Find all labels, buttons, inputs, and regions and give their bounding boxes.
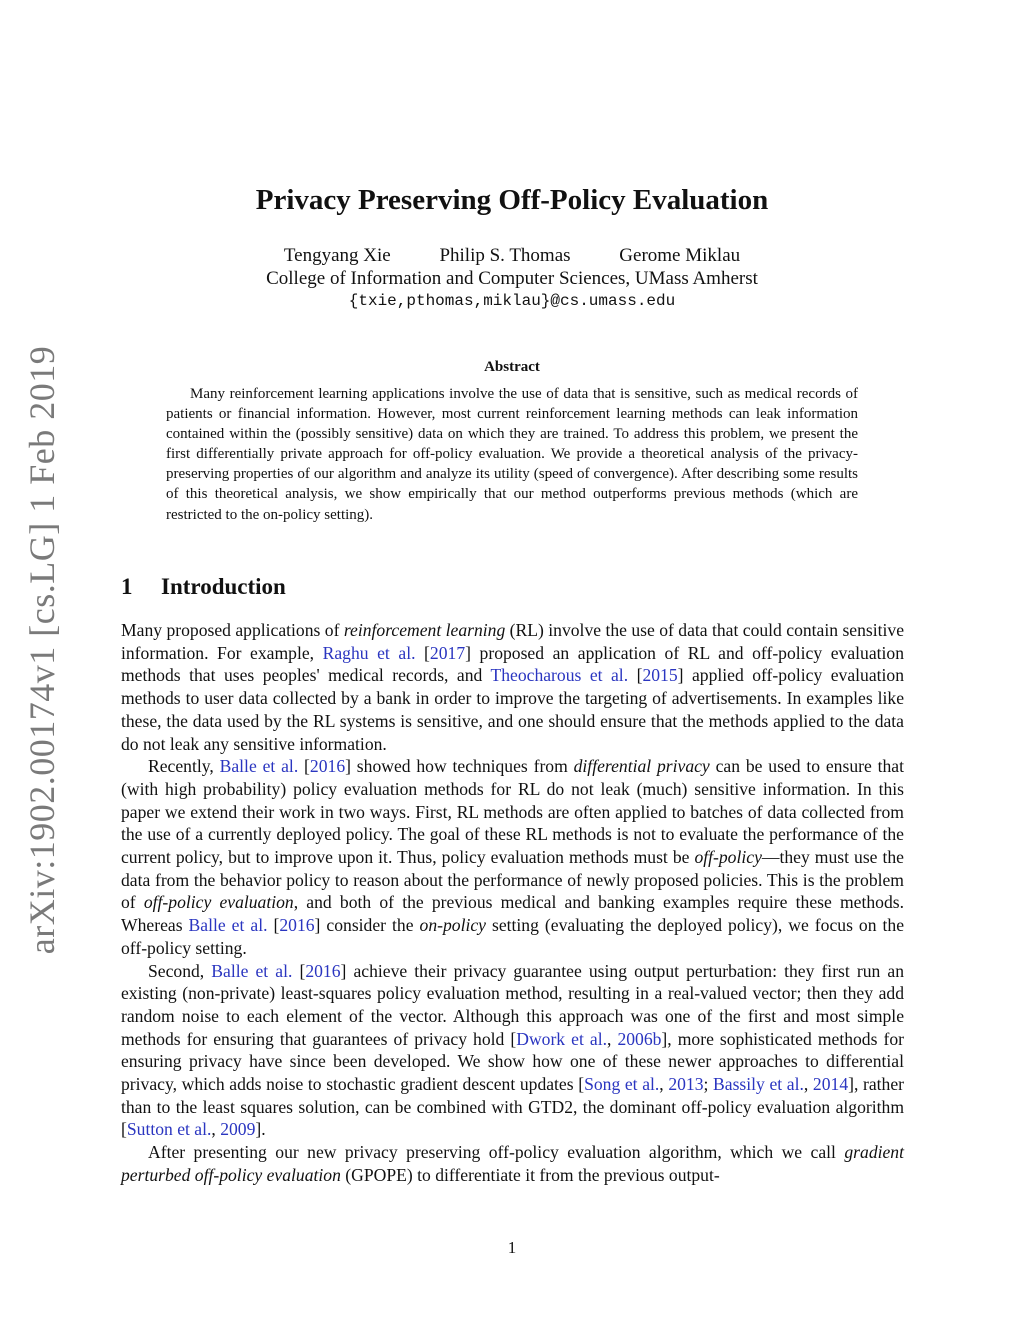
arxiv-id-text: arXiv:1902.00174v1 [cs.LG] 1 Feb 2019 — [22, 345, 63, 955]
emphasis: on-policy — [419, 915, 486, 936]
arxiv-identifier-stamp — [22, 345, 63, 955]
citation-link[interactable]: Balle et al. — [211, 960, 293, 981]
abstract-heading: Abstract — [484, 359, 540, 375]
citation-link[interactable]: Song et al. — [584, 1074, 660, 1095]
citation-link[interactable]: Sutton et al. — [126, 1119, 212, 1140]
citation-year-link[interactable]: 2016 — [279, 915, 315, 936]
paragraph: Second, Balle et al. [2016] achieve their privacy guarantee using output perturbation: they first run an existing (non-private) least-squares policy evaluation method, resulting in a real-valued vector; then they add random noise to each element of the vector. Although this approach was one of the first and most simple methods for ensuring that guarantees of privacy hold [Dwork et al., 2006b], more sophisticated methods for ensuring privacy have since been developed. We show how one of these newer approaches to differential privacy, which adds noise to stochastic gradient descent updates [Song et al., 2013; Bassily et al., 2014], rather than to the least squares solution, can be combined with GTD2, the dominant off-policy evaluation algorithm [Sutton et al., 2009]. — [121, 960, 905, 1140]
citation-year-link[interactable]: 2015 — [642, 665, 678, 686]
paragraph: Recently, Balle et al. [2016] showed how techniques from differential privacy can be used to ensure that (with high probability) policy evaluation methods for RL do not leak (much) sensitive information. In this paper we extend their work in two ways. First, RL methods are often applied to batches of data collected from the use of a currently deployed policy. The goal of these RL methods is not to evaluate the performance of the current policy, but to improve upon it. Thus, policy evaluation methods must be off-policy—they must use the data from the behavior policy to reason about the performance of newly proposed policies. This is the problem of off-policy evaluation, and both of the previous medical and banking examples require these methods. Whereas Balle et al. [2016] consider the on-policy setting (evaluating the deployed policy), we focus on the off-policy setting. — [121, 756, 905, 958]
citation-link[interactable]: Raghu et al. — [322, 642, 416, 663]
author-name: Gerome Miklau — [619, 245, 741, 266]
page-number: 1 — [507, 1238, 517, 1257]
paragraph: After presenting our new privacy preserving off-policy evaluation algorithm, which we call gradient perturbed off-policy evaluation (GPOPE) to differentiate it from the previous output- — [121, 1142, 904, 1185]
abstract-text: Many reinforcement learning applications involve the use of data that is sensitive, such as medical records of patients or financial information. However, most current reinforcement learning methods can leak information contained within the (possibly sensitive) data on which they are trained. To address this problem, we present the first differentially private approach for off-policy evaluation. We provide a theoretical analysis of the privacy-preserving properties of our algorithm and analyze its utility (speed of convergence). After describing some results of this theoretical analysis, we show empirically that our method outperforms previous methods (which are restricted to the on-policy setting). — [166, 386, 858, 523]
author-affiliation: College of Information and Computer Sciences, UMass Amherst — [266, 268, 758, 289]
section-number: 1 — [121, 574, 133, 599]
section-heading — [121, 574, 286, 600]
author-name: Philip S. Thomas — [439, 245, 571, 266]
citation-year-link[interactable]: 2013 — [668, 1074, 704, 1095]
emphasis: differential privacy — [573, 756, 710, 777]
citation-link[interactable]: Balle et al. — [188, 915, 268, 936]
paper-title: Privacy Preserving Off-Policy Evaluation — [255, 184, 769, 216]
citation-link[interactable]: Bassily et al. — [713, 1074, 804, 1095]
citation-year-link[interactable]: 2016 — [305, 960, 341, 981]
citation-year-link[interactable]: 2017 — [429, 642, 466, 663]
paragraph: Many proposed applications of reinforcement learning (RL) involve the use of data that could contain sensitive information. For example, Raghu et al. [2017] proposed an application of RL and off-policy evaluation methods that uses peoples' medical records, and Theocharous et al. [2015] applied off-policy evaluation methods to user data collected by a bank in order to improve the targeting of advertisements. In examples like these, the data used by the RL systems is sensitive, and one should ensure that the methods applied to the data do not leak any sensitive information. — [121, 620, 905, 754]
citation-year-link[interactable]: 2014 — [812, 1074, 849, 1095]
citation-year-link[interactable]: 2016 — [309, 756, 346, 777]
citation-link[interactable]: Balle et al. — [219, 756, 299, 777]
citation-link[interactable]: Dwork et al. — [516, 1028, 607, 1049]
emphasis: reinforcement learning — [343, 620, 506, 640]
section-title: Introduction — [161, 574, 286, 599]
citation-year-link[interactable]: 2006b — [617, 1028, 662, 1049]
body-text — [121, 619, 904, 1187]
emphasis: off-policy evaluation — [143, 892, 294, 913]
citation-year-link[interactable]: 2009 — [220, 1119, 256, 1140]
author-name: Tengyang Xie — [283, 245, 391, 266]
emphasis: off-policy — [694, 847, 762, 868]
citation-link[interactable]: Theocharous et al. — [490, 665, 629, 686]
emphasis: gradient perturbed off-policy evaluation — [121, 1142, 904, 1185]
author-list — [0, 245, 1024, 267]
author-email: {txie,pthomas,miklau}@cs.umass.edu — [348, 292, 676, 310]
